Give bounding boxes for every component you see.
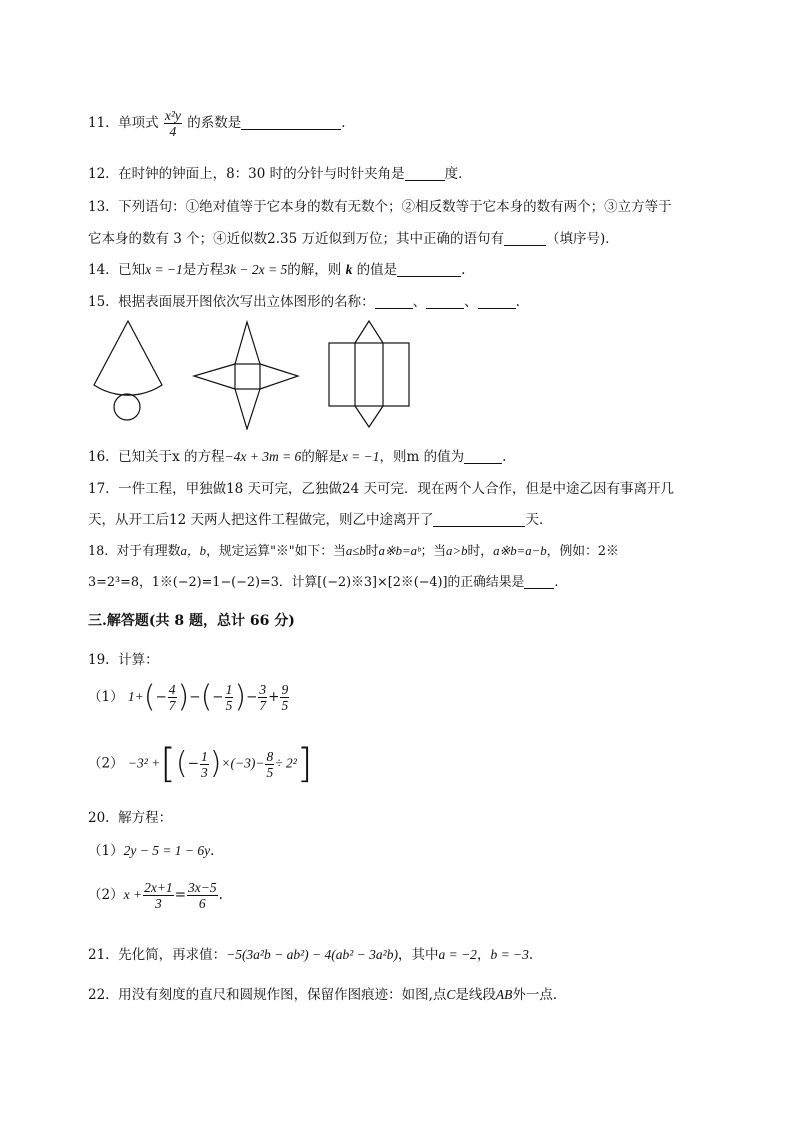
question-19-part2: （2） −3² +[(− $\frac{1}{3}$ )×(−3)− $\frac{8}{5}$ ÷ 2²] [88,741,313,787]
question-number: 18. [88,544,109,559]
answer-blank[interactable] [397,262,461,277]
question-15: 15. 根据表面展开图依次写出立体图形的名称： 、 、 . [88,294,520,310]
question-19: 19. 计算： [88,652,159,668]
question-21: 21. 先化简，再求值：−5(3a²b − ab²) − 4(ab² − 3a²b)，其中a = −2，b = −3. [88,947,534,963]
question-number: 21. [88,947,110,963]
question-number: 13. [88,199,110,215]
question-16: 16. 已知关于x 的方程−4x + 3m = 6的解是x = −1，则m 的值为 . [88,449,507,465]
section-heading: 三.解答题(共 8 题，总计 66 分) [88,613,295,629]
question-number: 14. [88,262,110,278]
fraction: $\frac{\text{x²y}}{4}$ [164,108,181,139]
answer-blank[interactable] [464,449,502,464]
question-11: 11. 单项式 $\frac{\text{x²y}}{4}$ 的系数是 . [88,108,346,139]
question-number: 17. [88,481,110,497]
question-17-line1: 17. 一件工程，甲独做18 天可完，乙独做24 天可完．现在两个人合作，但是中途乙因有事离开几 [88,481,675,497]
question-number: 15. [88,294,110,310]
cone-net [94,321,162,420]
pyramid-net [194,322,298,429]
question-18-line2: 3=2³=8，1※(−2)=1−(−2)=3．计算[(−2)※3]×[2※(−4)]的正确结果是 . [88,575,559,590]
prism-net [329,321,409,427]
answer-blank[interactable] [478,294,516,309]
question-number: 16. [88,449,110,465]
question-18-line1: 18. 对于有理数a，b，规定运算"※"如下：当a≤b时a※b=aᵇ；当a>b时，a※b=a−b，例如：2※ [88,544,619,559]
question-19-part1: （1） 1+(− $\frac{4}{7}$ )−(− $\frac{1}{5}$ )− $\frac{3}{7}$ + $\frac{9}{5}$ [88,679,289,715]
answer-blank[interactable] [405,166,445,181]
question-number: 19. [88,652,110,668]
answer-blank[interactable] [375,294,413,309]
question-14: 14. 已知x = −1是方程3k − 2x = 5的解，则 k 的值是 . [88,262,466,278]
answer-blank[interactable] [426,294,464,309]
question-20-part2: （2）x + $\frac{2x+1}{3}$ = $\frac{3x-5}{6}$ . [88,880,223,911]
question-13-line2: 它本身的数有 3 个；④近似数2.35 万近似到万位；其中正确的语句有 （填序号)． [88,231,619,247]
question-17-line2: 天，从开工后12 天两人把这件工程做完，则乙中途离开了 天． [88,512,553,528]
question-13-line1: 13. 下列语句：①绝对值等于它本身的数有无数个；②相反数等于它本身的数有两个；③立方等于 [88,199,672,215]
question-20: 20. 解方程： [88,810,173,826]
question-number: 11. [88,115,110,131]
answer-blank[interactable] [433,512,525,527]
net-figures [80,315,440,430]
question-number: 22. [88,987,110,1003]
answer-blank[interactable] [504,231,546,246]
answer-blank[interactable] [524,574,554,589]
question-12: 12. 在时钟的钟面上，8：30 时的分针与时针夹角是 度． [88,166,472,182]
question-number: 12. [88,166,110,182]
question-number: 20. [88,810,110,826]
question-20-part1: （1）2y − 5 = 1 − 6y. [88,843,215,859]
question-22: 22. 用没有刻度的直尺和圆规作图，保留作图痕迹：如图,点C是线段AB外一点． [88,987,567,1003]
answer-blank[interactable] [241,115,341,130]
